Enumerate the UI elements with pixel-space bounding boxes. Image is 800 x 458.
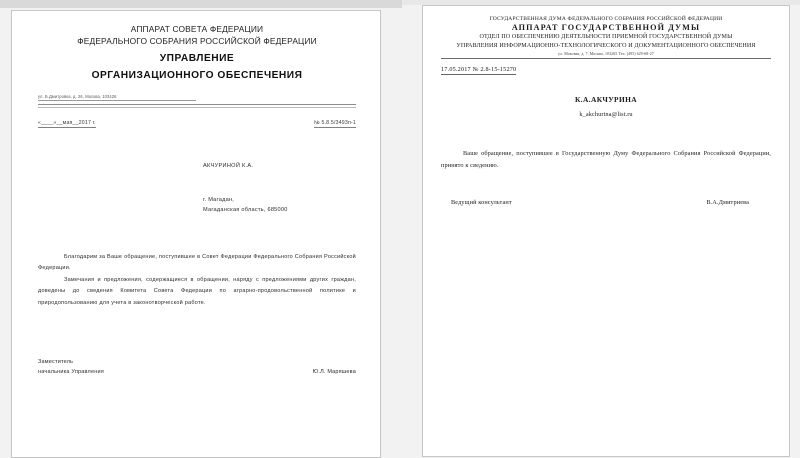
right-document-date-number: 17.05.2017 № 2.8-15-15270: [441, 65, 517, 73]
left-department-line-2: ОРГАНИЗАЦИОННОГО ОБЕСПЕЧЕНИЯ: [91, 70, 303, 82]
right-document-meta: [441, 66, 771, 73]
right-body-text: [441, 148, 771, 171]
right-org-address: ул. Моховая, д. 7, Москва, 103265 Тел. (495) 629-68-27: [558, 51, 654, 56]
right-signer-name: В.А.Дмитриева: [706, 199, 749, 207]
left-body-text: [38, 252, 356, 310]
right-signature-block: [441, 199, 771, 206]
left-addressee-name: АКЧУРИНОЙ К.А.: [203, 163, 254, 170]
right-org-line-3: ОТДЕЛ ПО ОБЕСПЕЧЕНИЮ ДЕЯТЕЛЬНОСТИ ПРИЕМНОЙ ГОСУДАРСТВЕННОЙ ДУМЫ: [479, 34, 733, 41]
left-department-line-1: УПРАВЛЕНИЕ: [159, 53, 235, 65]
right-header-divider: [441, 58, 771, 59]
right-org-line-4: УПРАВЛЕНИЯ ИНФОРМАЦИОННО-ТЕХНОЛОГИЧЕСКОГО И ДОКУМЕНТАЦИОННОГО ОБЕСПЕЧЕНИЯ: [456, 43, 756, 50]
left-signer-position-line-2: начальника Управления: [38, 369, 104, 376]
left-signer-position-line-1: Заместитель: [38, 359, 74, 366]
left-signer-name: Ю.Л. Маряшева: [312, 369, 356, 376]
left-letterhead: [38, 23, 356, 47]
right-addressee-email[interactable]: k_akchurina@list.ru: [579, 110, 633, 118]
left-signature-block: [38, 358, 356, 378]
right-signer-position: Ведущий консультант: [451, 199, 512, 207]
left-org-line-2: ФЕДЕРАЛЬНОГО СОБРАНИЯ РОССИЙСКОЙ ФЕДЕРАЦИИ: [77, 36, 317, 47]
left-body-paragraph-2: Замечания и предложения, содержащиеся в обращении, наряду с предложениями других граждан, доведены до сведения Комитета Совета Федерации по аграрно-продовольственной политике и природопользованию для учета в законотворческой работе.: [38, 276, 356, 306]
right-addressee-name: К.А.АКЧУРИНА: [575, 94, 637, 104]
left-document-date: «____»__мая__2017 г.: [38, 120, 96, 127]
document-page-left[interactable]: [11, 10, 381, 458]
left-department-title: [38, 51, 356, 85]
document-left-content: [12, 11, 380, 378]
left-body-paragraph-1: Благодарим за Ваше обращение, поступившее в Совет Федерации Федерального Собрания Российской Федерации.: [38, 253, 356, 272]
left-org-line-1: АППАРАТ СОВЕТА ФЕДЕРАЦИИ: [130, 24, 264, 34]
left-addressee-address: [203, 195, 356, 216]
left-signer-position: [38, 358, 104, 378]
document-right-content: [423, 6, 789, 206]
left-document-meta: [38, 120, 356, 128]
viewer-top-strip-left: [0, 0, 402, 8]
left-addressee-city: г. Магадан,: [203, 197, 235, 204]
left-document-number: № 5.8.5/3493п-1: [314, 120, 356, 127]
right-org-line-2: АППАРАТ ГОСУДАРСТВЕННОЙ ДУМЫ: [511, 23, 701, 33]
right-org-line-1: ГОСУДАРСТВЕННАЯ ДУМА ФЕДЕРАЛЬНОГО СОБРАНИЯ РОССИЙСКОЙ ФЕДЕРАЦИИ: [489, 16, 723, 22]
left-addressee-region: Магаданская область, 685000: [203, 207, 288, 214]
left-header-divider: [38, 104, 356, 108]
document-page-right[interactable]: [422, 5, 790, 457]
right-body-paragraph-1: Ваше обращение, поступившее в Государственную Думу Федерального Собрания Российской Федерации, принято к сведению.: [441, 149, 771, 169]
left-org-address: ул. Б.Дмитровка, д. 26, Москва, 103426: [38, 94, 196, 101]
